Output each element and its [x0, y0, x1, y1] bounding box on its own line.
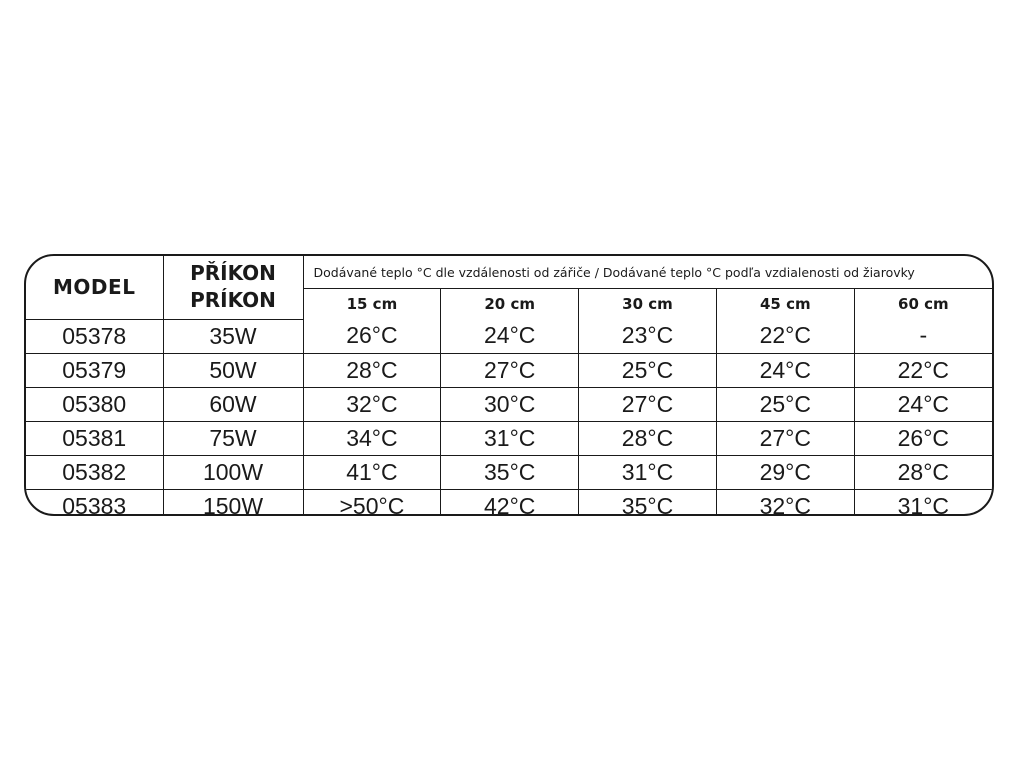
cell-temperature: 22°C — [716, 319, 854, 353]
cell-temperature: 32°C — [716, 489, 854, 516]
cell-temperature: 32°C — [303, 387, 441, 421]
cell-power: 150W — [163, 489, 303, 516]
cell-model: 05378 — [26, 319, 163, 353]
cell-power: 100W — [163, 455, 303, 489]
header-distance: 20 cm — [441, 289, 579, 320]
cell-temperature: 28°C — [854, 455, 992, 489]
cell-model: 05381 — [26, 421, 163, 455]
cell-model: 05380 — [26, 387, 163, 421]
cell-temperature: 27°C — [716, 421, 854, 455]
header-power-cz: PŘÍKON — [190, 261, 276, 286]
cell-power: 35W — [163, 319, 303, 353]
cell-model: 05382 — [26, 455, 163, 489]
header-distance: 30 cm — [579, 289, 717, 320]
header-model: MODEL — [26, 256, 163, 319]
cell-temperature: 41°C — [303, 455, 441, 489]
cell-model: 05383 — [26, 489, 163, 516]
cell-temperature: 31°C — [854, 489, 992, 516]
cell-temperature: 30°C — [441, 387, 579, 421]
cell-power: 75W — [163, 421, 303, 455]
table-row — [26, 353, 992, 387]
table-body — [26, 319, 992, 516]
cell-temperature: 26°C — [854, 421, 992, 455]
header-distance: 60 cm — [854, 289, 992, 320]
cell-temperature: 23°C — [579, 319, 717, 353]
cell-temperature: 25°C — [716, 387, 854, 421]
header-distance: 15 cm — [303, 289, 441, 320]
header-power-sk: PRÍKON — [190, 288, 276, 313]
cell-temperature: 27°C — [441, 353, 579, 387]
table-row — [26, 319, 992, 353]
cell-temperature: - — [854, 319, 992, 353]
cell-temperature: 25°C — [579, 353, 717, 387]
table-row — [26, 489, 992, 516]
cell-temperature: 22°C — [854, 353, 992, 387]
cell-model: 05379 — [26, 353, 163, 387]
cell-power: 50W — [163, 353, 303, 387]
cell-temperature: 31°C — [441, 421, 579, 455]
header-distance: 45 cm — [716, 289, 854, 320]
header-caption: Dodávané teplo °C dle vzdálenosti od zářiče / Dodávané teplo °C podľa vzdialenosti od žiarovky — [303, 256, 992, 289]
cell-temperature: 27°C — [579, 387, 717, 421]
table-row — [26, 421, 992, 455]
cell-temperature: 35°C — [441, 455, 579, 489]
cell-temperature: 34°C — [303, 421, 441, 455]
cell-temperature: >50°C — [303, 489, 441, 516]
cell-temperature: 28°C — [579, 421, 717, 455]
heat-table-frame — [24, 254, 994, 516]
cell-temperature: 26°C — [303, 319, 441, 353]
cell-temperature: 28°C — [303, 353, 441, 387]
cell-power: 60W — [163, 387, 303, 421]
cell-temperature: 24°C — [716, 353, 854, 387]
heat-table — [26, 256, 992, 516]
cell-temperature: 24°C — [441, 319, 579, 353]
cell-temperature: 31°C — [579, 455, 717, 489]
table-row — [26, 455, 992, 489]
table-row — [26, 387, 992, 421]
cell-temperature: 29°C — [716, 455, 854, 489]
cell-temperature: 24°C — [854, 387, 992, 421]
header-row — [26, 256, 992, 289]
cell-temperature: 42°C — [441, 489, 579, 516]
cell-temperature: 35°C — [579, 489, 717, 516]
header-power — [163, 256, 303, 319]
